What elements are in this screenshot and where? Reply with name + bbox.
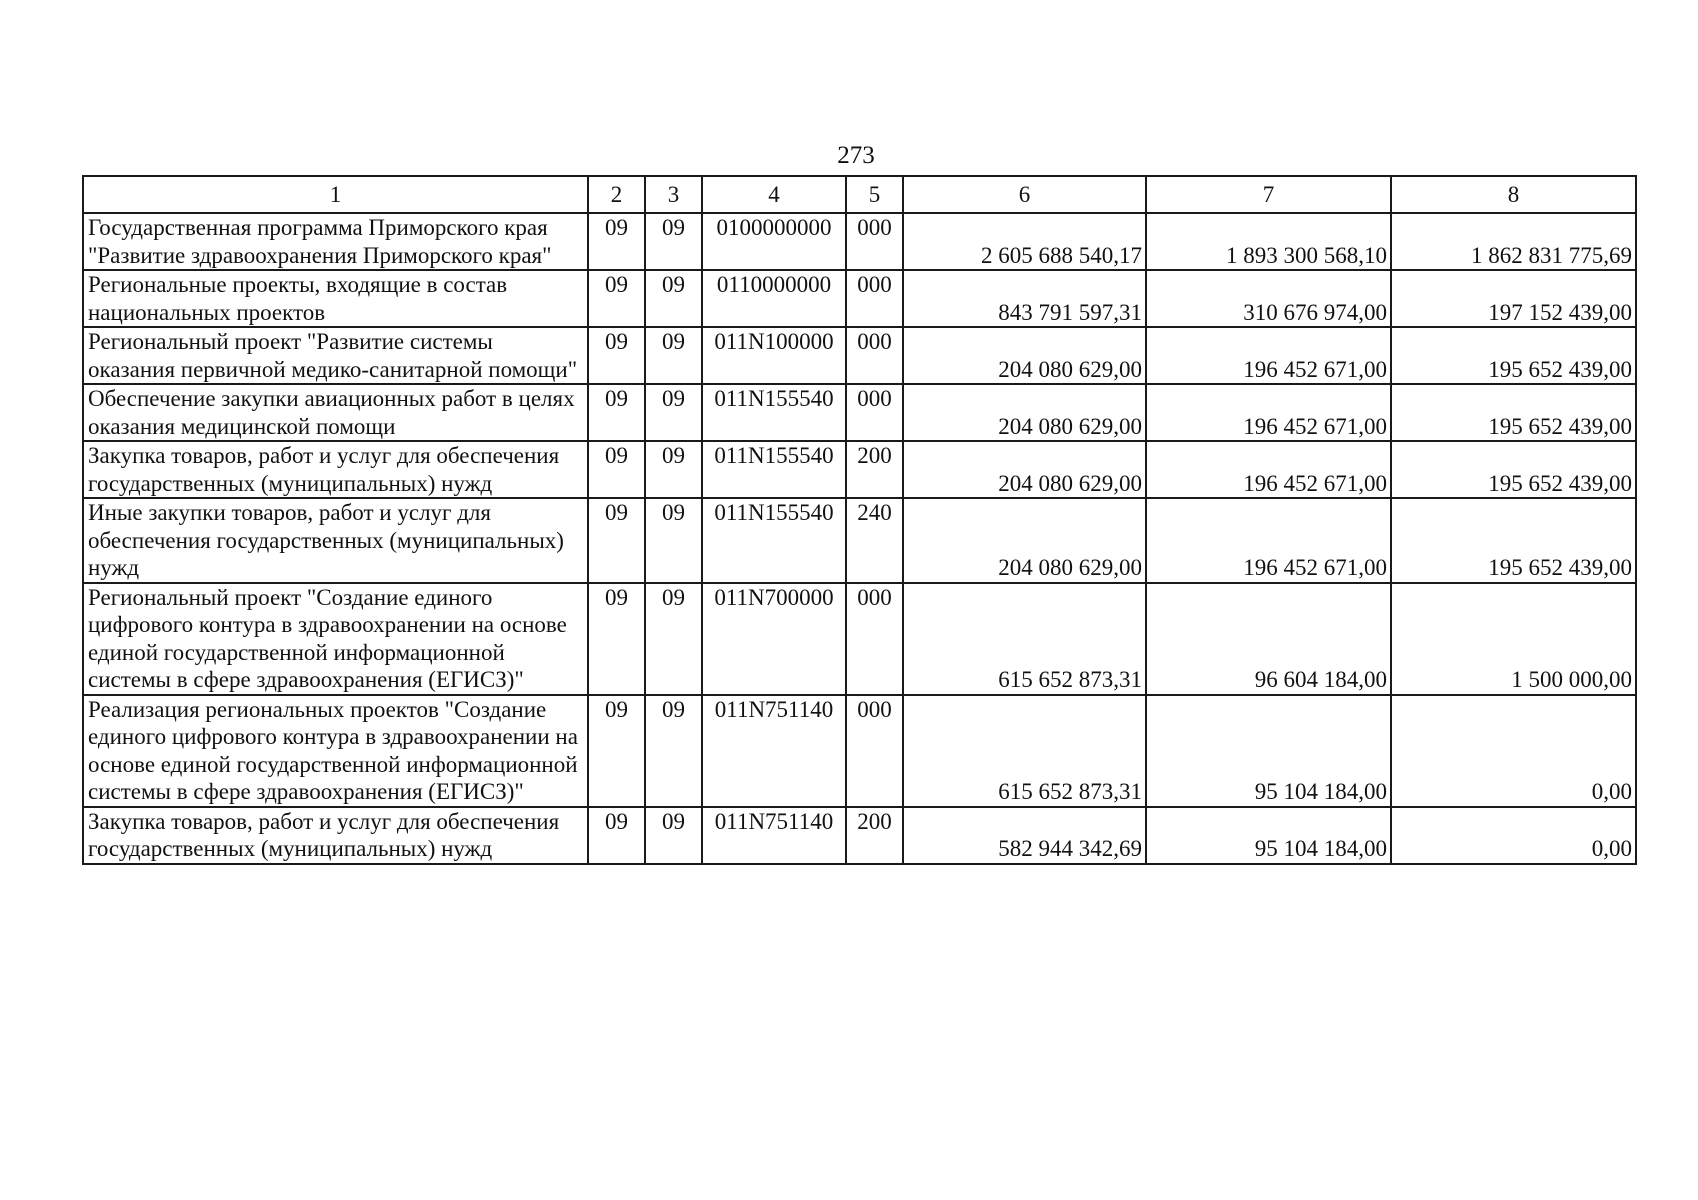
row-target-code: 0100000000 bbox=[702, 213, 846, 270]
row-name: Закупка товаров, работ и услуг для обеспечения государственных (муниципальных) нужд bbox=[83, 807, 588, 864]
row-section: 09 bbox=[588, 807, 645, 864]
row-amount-6: 2 605 688 540,17 bbox=[903, 213, 1146, 270]
header-col-5: 5 bbox=[846, 176, 903, 213]
row-expense-type: 200 bbox=[846, 807, 903, 864]
row-expense-type: 000 bbox=[846, 327, 903, 384]
row-subsection: 09 bbox=[645, 270, 702, 327]
table-row bbox=[83, 807, 1636, 864]
row-subsection: 09 bbox=[645, 327, 702, 384]
row-subsection: 09 bbox=[645, 441, 702, 498]
row-target-code: 011N700000 bbox=[702, 583, 846, 695]
table-row bbox=[83, 583, 1636, 695]
header-row bbox=[83, 176, 1636, 213]
row-amount-8: 195 652 439,00 bbox=[1391, 498, 1636, 583]
row-subsection: 09 bbox=[645, 695, 702, 807]
row-name: Государственная программа Приморского края "Развитие здравоохранения Приморского края" bbox=[83, 213, 588, 270]
row-section: 09 bbox=[588, 384, 645, 441]
row-amount-8: 0,00 bbox=[1391, 695, 1636, 807]
header-col-4: 4 bbox=[702, 176, 846, 213]
row-amount-8: 0,00 bbox=[1391, 807, 1636, 864]
row-amount-7: 196 452 671,00 bbox=[1146, 384, 1391, 441]
row-amount-7: 196 452 671,00 bbox=[1146, 327, 1391, 384]
header-col-7: 7 bbox=[1146, 176, 1391, 213]
row-target-code: 011N100000 bbox=[702, 327, 846, 384]
row-target-code: 011N155540 bbox=[702, 384, 846, 441]
table-row bbox=[83, 270, 1636, 327]
row-subsection: 09 bbox=[645, 583, 702, 695]
table-row bbox=[83, 327, 1636, 384]
row-amount-6: 582 944 342,69 bbox=[903, 807, 1146, 864]
row-section: 09 bbox=[588, 441, 645, 498]
header-col-3: 3 bbox=[645, 176, 702, 213]
row-name: Региональный проект "Развитие системы оказания первичной медико-санитарной помощи" bbox=[83, 327, 588, 384]
row-amount-7: 310 676 974,00 bbox=[1146, 270, 1391, 327]
row-amount-7: 1 893 300 568,10 bbox=[1146, 213, 1391, 270]
row-name: Иные закупки товаров, работ и услуг для обеспечения государственных (муниципальных) нужд bbox=[83, 498, 588, 583]
row-subsection: 09 bbox=[645, 807, 702, 864]
row-subsection: 09 bbox=[645, 213, 702, 270]
row-amount-7: 196 452 671,00 bbox=[1146, 441, 1391, 498]
table-row bbox=[83, 213, 1636, 270]
row-section: 09 bbox=[588, 583, 645, 695]
table-row bbox=[83, 498, 1636, 583]
row-target-code: 0110000000 bbox=[702, 270, 846, 327]
budget-table bbox=[82, 175, 1637, 865]
header-col-2: 2 bbox=[588, 176, 645, 213]
row-amount-8: 1 862 831 775,69 bbox=[1391, 213, 1636, 270]
header-col-8: 8 bbox=[1391, 176, 1636, 213]
row-expense-type: 000 bbox=[846, 695, 903, 807]
row-target-code: 011N155540 bbox=[702, 441, 846, 498]
row-amount-6: 843 791 597,31 bbox=[903, 270, 1146, 327]
row-target-code: 011N155540 bbox=[702, 498, 846, 583]
row-expense-type: 200 bbox=[846, 441, 903, 498]
row-amount-8: 195 652 439,00 bbox=[1391, 384, 1636, 441]
row-amount-8: 195 652 439,00 bbox=[1391, 441, 1636, 498]
header-col-1: 1 bbox=[83, 176, 588, 213]
row-amount-6: 204 080 629,00 bbox=[903, 441, 1146, 498]
row-expense-type: 000 bbox=[846, 384, 903, 441]
row-expense-type: 000 bbox=[846, 213, 903, 270]
row-section: 09 bbox=[588, 498, 645, 583]
row-amount-6: 204 080 629,00 bbox=[903, 327, 1146, 384]
row-name: Обеспечение закупки авиационных работ в целях оказания медицинской помощи bbox=[83, 384, 588, 441]
row-amount-6: 204 080 629,00 bbox=[903, 384, 1146, 441]
row-amount-7: 196 452 671,00 bbox=[1146, 498, 1391, 583]
row-amount-6: 615 652 873,31 bbox=[903, 695, 1146, 807]
row-target-code: 011N751140 bbox=[702, 807, 846, 864]
row-expense-type: 000 bbox=[846, 270, 903, 327]
row-section: 09 bbox=[588, 327, 645, 384]
row-name: Закупка товаров, работ и услуг для обеспечения государственных (муниципальных) нужд bbox=[83, 441, 588, 498]
row-subsection: 09 bbox=[645, 498, 702, 583]
row-amount-8: 195 652 439,00 bbox=[1391, 327, 1636, 384]
page-number: 273 bbox=[837, 142, 875, 169]
row-name: Региональные проекты, входящие в состав национальных проектов bbox=[83, 270, 588, 327]
row-amount-6: 204 080 629,00 bbox=[903, 498, 1146, 583]
row-amount-7: 95 104 184,00 bbox=[1146, 695, 1391, 807]
row-section: 09 bbox=[588, 695, 645, 807]
header-col-6: 6 bbox=[903, 176, 1146, 213]
table-row bbox=[83, 695, 1636, 807]
row-target-code: 011N751140 bbox=[702, 695, 846, 807]
table-row bbox=[83, 441, 1636, 498]
row-expense-type: 000 bbox=[846, 583, 903, 695]
row-amount-8: 1 500 000,00 bbox=[1391, 583, 1636, 695]
row-amount-6: 615 652 873,31 bbox=[903, 583, 1146, 695]
row-amount-8: 197 152 439,00 bbox=[1391, 270, 1636, 327]
row-name: Реализация региональных проектов "Создание единого цифрового контура в здравоохранении на основе единой государственной информационной системы в сфере здравоохранения (ЕГИСЗ)" bbox=[83, 695, 588, 807]
table-row bbox=[83, 384, 1636, 441]
row-amount-7: 96 604 184,00 bbox=[1146, 583, 1391, 695]
row-amount-7: 95 104 184,00 bbox=[1146, 807, 1391, 864]
row-section: 09 bbox=[588, 213, 645, 270]
row-subsection: 09 bbox=[645, 384, 702, 441]
row-name: Региональный проект "Создание единого цифрового контура в здравоохранении на основе единой государственной информационной системы в сфере здравоохранения (ЕГИСЗ)" bbox=[83, 583, 588, 695]
row-section: 09 bbox=[588, 270, 645, 327]
row-expense-type: 240 bbox=[846, 498, 903, 583]
